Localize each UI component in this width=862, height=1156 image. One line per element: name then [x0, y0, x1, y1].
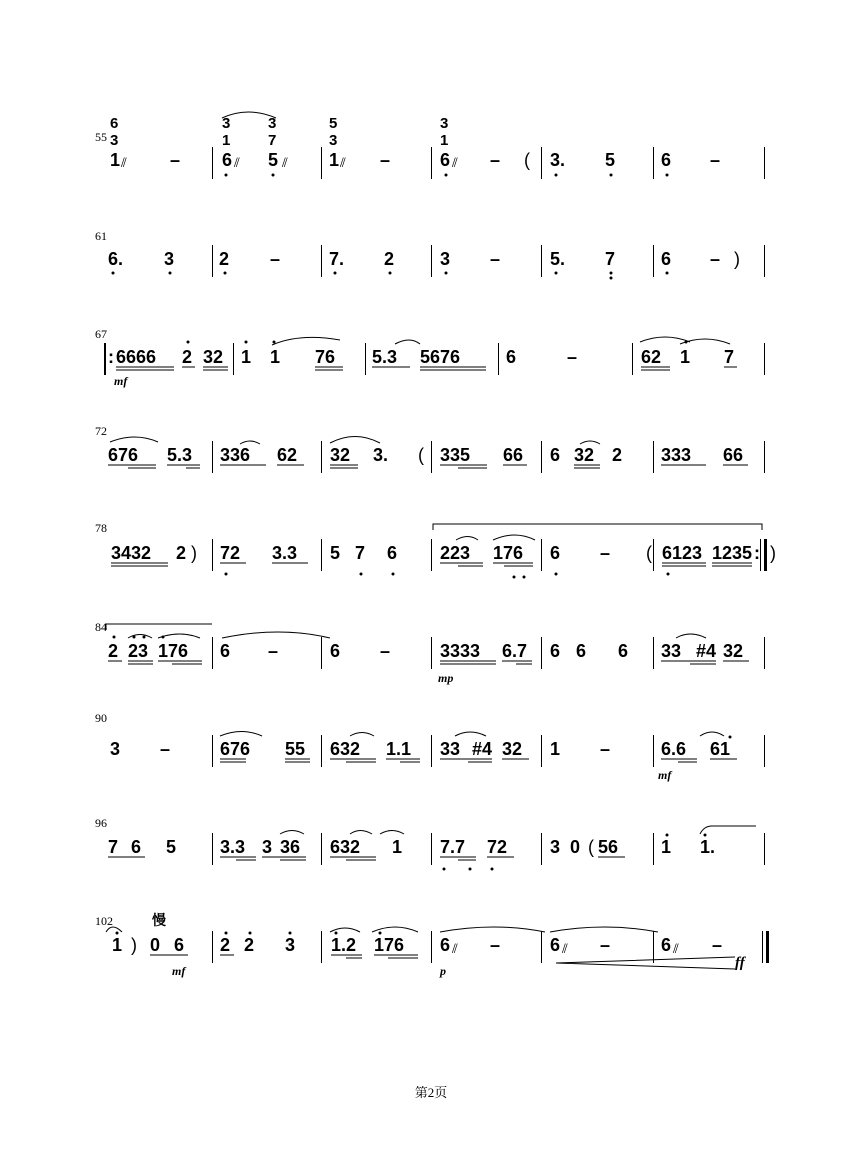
dash: – [490, 935, 501, 955]
note: 3 [110, 132, 119, 149]
note: 3 [164, 249, 175, 269]
note: 7. [329, 249, 345, 269]
note: 0 [570, 837, 581, 857]
note: 2 [384, 249, 395, 269]
dash: – [268, 641, 279, 661]
dynamic-mark: ff [735, 955, 745, 971]
slur [128, 635, 152, 639]
slur [700, 732, 724, 736]
note: 32 [723, 641, 744, 661]
note: 223 [440, 543, 471, 563]
note: 676 [220, 739, 251, 759]
paren-close: ) [131, 935, 137, 955]
note: 6 [440, 935, 451, 955]
dash: – [380, 150, 391, 170]
slur [700, 826, 756, 834]
note: 33 [440, 739, 461, 759]
note: 1 [550, 739, 561, 759]
paren-close: ) [770, 543, 776, 563]
note: 3 [440, 115, 449, 132]
note: 6 [222, 150, 233, 170]
slur [330, 437, 380, 444]
dynamic-mark: mf [658, 768, 672, 782]
note: 3.3 [220, 837, 246, 857]
dash: – [160, 739, 171, 759]
slur [240, 441, 260, 444]
slur [106, 927, 122, 932]
note: 6.6 [661, 739, 687, 759]
dash: – [600, 935, 611, 955]
note: 1235 [712, 543, 753, 563]
note: 6123 [662, 543, 703, 563]
note: 6 [550, 543, 561, 563]
dash: – [712, 935, 723, 955]
note: 6 [110, 115, 119, 132]
note: 3. [373, 445, 389, 465]
repeat-dots: : [108, 347, 114, 367]
note: 6 [440, 150, 451, 170]
note: 2 [176, 543, 187, 563]
paren-open: ( [418, 445, 424, 465]
note: 3. [550, 150, 566, 170]
note: 61 [710, 739, 731, 759]
dynamic-mark: p [440, 964, 446, 978]
note: 3 [262, 837, 273, 857]
note: 1 [329, 150, 340, 170]
note: 6. [108, 249, 124, 269]
note: 2 [219, 249, 230, 269]
note: 2 [182, 347, 193, 367]
note: 32 [203, 347, 224, 367]
note: 7 [108, 837, 119, 857]
note: 72 [220, 543, 241, 563]
tremolo-mark: ⫽ [234, 156, 240, 171]
note: 6 [387, 543, 398, 563]
note: 56 [598, 837, 619, 857]
note: 5676 [420, 347, 461, 367]
dash: – [490, 249, 501, 269]
note: 1.2 [331, 935, 357, 955]
note: 333 [661, 445, 692, 465]
dash: – [710, 249, 721, 269]
note: 5.3 [372, 347, 398, 367]
dash: – [600, 739, 611, 759]
note: 55 [285, 739, 306, 759]
note: 1.1 [386, 739, 412, 759]
tie [222, 632, 330, 638]
tremolo-mark: ⫽ [452, 942, 458, 957]
note: 2 [220, 935, 231, 955]
slur [330, 928, 360, 932]
note: 335 [440, 445, 471, 465]
tremolo-mark: ⫽ [562, 942, 568, 957]
note: 1 [112, 935, 123, 955]
note: 6 [330, 641, 341, 661]
note: 76 [315, 347, 336, 367]
note: 72 [487, 837, 508, 857]
note: 176 [374, 935, 405, 955]
measure-number: 55 [95, 130, 107, 144]
slur [372, 927, 418, 932]
page-footer: 第2页 [414, 1085, 448, 1100]
repeat-dots: : [754, 543, 760, 563]
note: 3 [440, 249, 451, 269]
note: 6 [661, 150, 672, 170]
slur [350, 733, 374, 737]
note: 3333 [440, 641, 481, 661]
note: 6 [220, 641, 231, 661]
measure-number: 61 [95, 229, 107, 243]
note: 632 [330, 739, 361, 759]
dash: – [567, 347, 578, 367]
note: 5.3 [167, 445, 193, 465]
tremolo-mark: ⫽ [452, 156, 458, 171]
measure-number: 78 [95, 521, 107, 535]
note: 6.7 [502, 641, 528, 661]
note: 2 [612, 445, 623, 465]
note: 336 [220, 445, 251, 465]
slur [676, 634, 706, 638]
note: 1 [110, 150, 121, 170]
note: 3 [110, 739, 121, 759]
note: 5 [268, 150, 279, 170]
note: 33 [661, 641, 682, 661]
note: 176 [158, 641, 189, 661]
note: 32 [574, 445, 595, 465]
note: 6 [174, 935, 185, 955]
slur [440, 927, 545, 932]
note: 7 [724, 347, 735, 367]
tremolo-mark: ⫽ [121, 156, 127, 171]
note: 7.7 [440, 837, 466, 857]
paren-open: ( [588, 837, 594, 857]
slur [493, 535, 535, 540]
note: 3.3 [272, 543, 298, 563]
note: 7 [355, 543, 366, 563]
slur [680, 339, 730, 344]
note: 3 [222, 115, 231, 132]
note: 5 [330, 543, 341, 563]
note: 32 [330, 445, 351, 465]
note: 7 [268, 132, 277, 149]
note: 3 [329, 132, 338, 149]
measure-number: 96 [95, 816, 107, 830]
note: 632 [330, 837, 361, 857]
slur [550, 927, 658, 932]
dash: – [270, 249, 281, 269]
dash: – [170, 150, 181, 170]
note: 23 [128, 641, 149, 661]
dynamic-mark: mf [172, 964, 186, 978]
note: 5. [550, 249, 566, 269]
note: #4 [696, 641, 717, 661]
expression-mark: 慢 [152, 912, 166, 928]
dash: – [380, 641, 391, 661]
tremolo-mark: ⫽ [282, 156, 288, 171]
note: 3432 [111, 543, 152, 563]
note: 6 [550, 445, 561, 465]
note: 6666 [116, 347, 157, 367]
paren-open: ( [524, 150, 530, 170]
measure-number: 90 [95, 711, 107, 725]
note: 1 [222, 132, 231, 149]
slur [455, 732, 486, 736]
tremolo-mark: ⫽ [673, 942, 679, 957]
measure-number: 72 [95, 424, 107, 438]
note: 1 [270, 347, 281, 367]
slur [272, 337, 340, 345]
note: 1 [440, 132, 449, 149]
note: #4 [472, 739, 493, 759]
note: 3 [268, 115, 277, 132]
slur [580, 441, 600, 444]
dash: – [490, 150, 501, 170]
note: 5 [329, 115, 338, 132]
dash: – [710, 150, 721, 170]
note: 3 [550, 837, 561, 857]
note: 7 [605, 249, 616, 269]
note: 676 [108, 445, 139, 465]
note: 3 [285, 935, 296, 955]
paren-close: ) [734, 249, 740, 269]
note: 6 [618, 641, 629, 661]
note: 62 [277, 445, 298, 465]
note: 32 [502, 739, 523, 759]
dash: – [600, 543, 611, 563]
note: 36 [280, 837, 301, 857]
measure-number: 67 [95, 327, 107, 341]
volta-bracket [433, 524, 762, 530]
slur [220, 732, 262, 737]
crescendo-hairpin [556, 957, 735, 969]
note: 6 [131, 837, 142, 857]
note: 6 [576, 641, 587, 661]
note: 66 [723, 445, 744, 465]
note: 6 [550, 641, 561, 661]
slur [280, 831, 304, 835]
slur [350, 831, 372, 835]
note: 2 [244, 935, 255, 955]
note: 176 [493, 543, 524, 563]
note: 66 [503, 445, 524, 465]
slur [110, 437, 158, 442]
slur [222, 112, 276, 118]
note: 1 [661, 837, 672, 857]
note: 1. [700, 837, 716, 857]
note: 62 [641, 347, 662, 367]
note: 2 [108, 641, 119, 661]
note: 6 [506, 347, 517, 367]
note: 5 [166, 837, 177, 857]
dynamic-mark: mp [438, 671, 454, 685]
slur [456, 537, 478, 541]
note: 5 [605, 150, 616, 170]
note: 6 [661, 249, 672, 269]
note: 6 [550, 935, 561, 955]
slur [380, 831, 404, 835]
paren-open: ( [646, 543, 652, 563]
dynamic-mark: mf [114, 374, 128, 388]
measure-number: 102 [95, 914, 113, 928]
note: 6 [661, 935, 672, 955]
measure-number: 84 [95, 620, 107, 634]
slur [395, 340, 420, 344]
note: 1 [680, 347, 691, 367]
paren-close: ) [191, 543, 197, 563]
note: 1 [392, 837, 403, 857]
tremolo-mark: ⫽ [340, 156, 346, 171]
note: 0 [150, 935, 161, 955]
volta-bracket [106, 624, 212, 630]
note: 1 [241, 347, 252, 367]
slur [640, 337, 690, 342]
